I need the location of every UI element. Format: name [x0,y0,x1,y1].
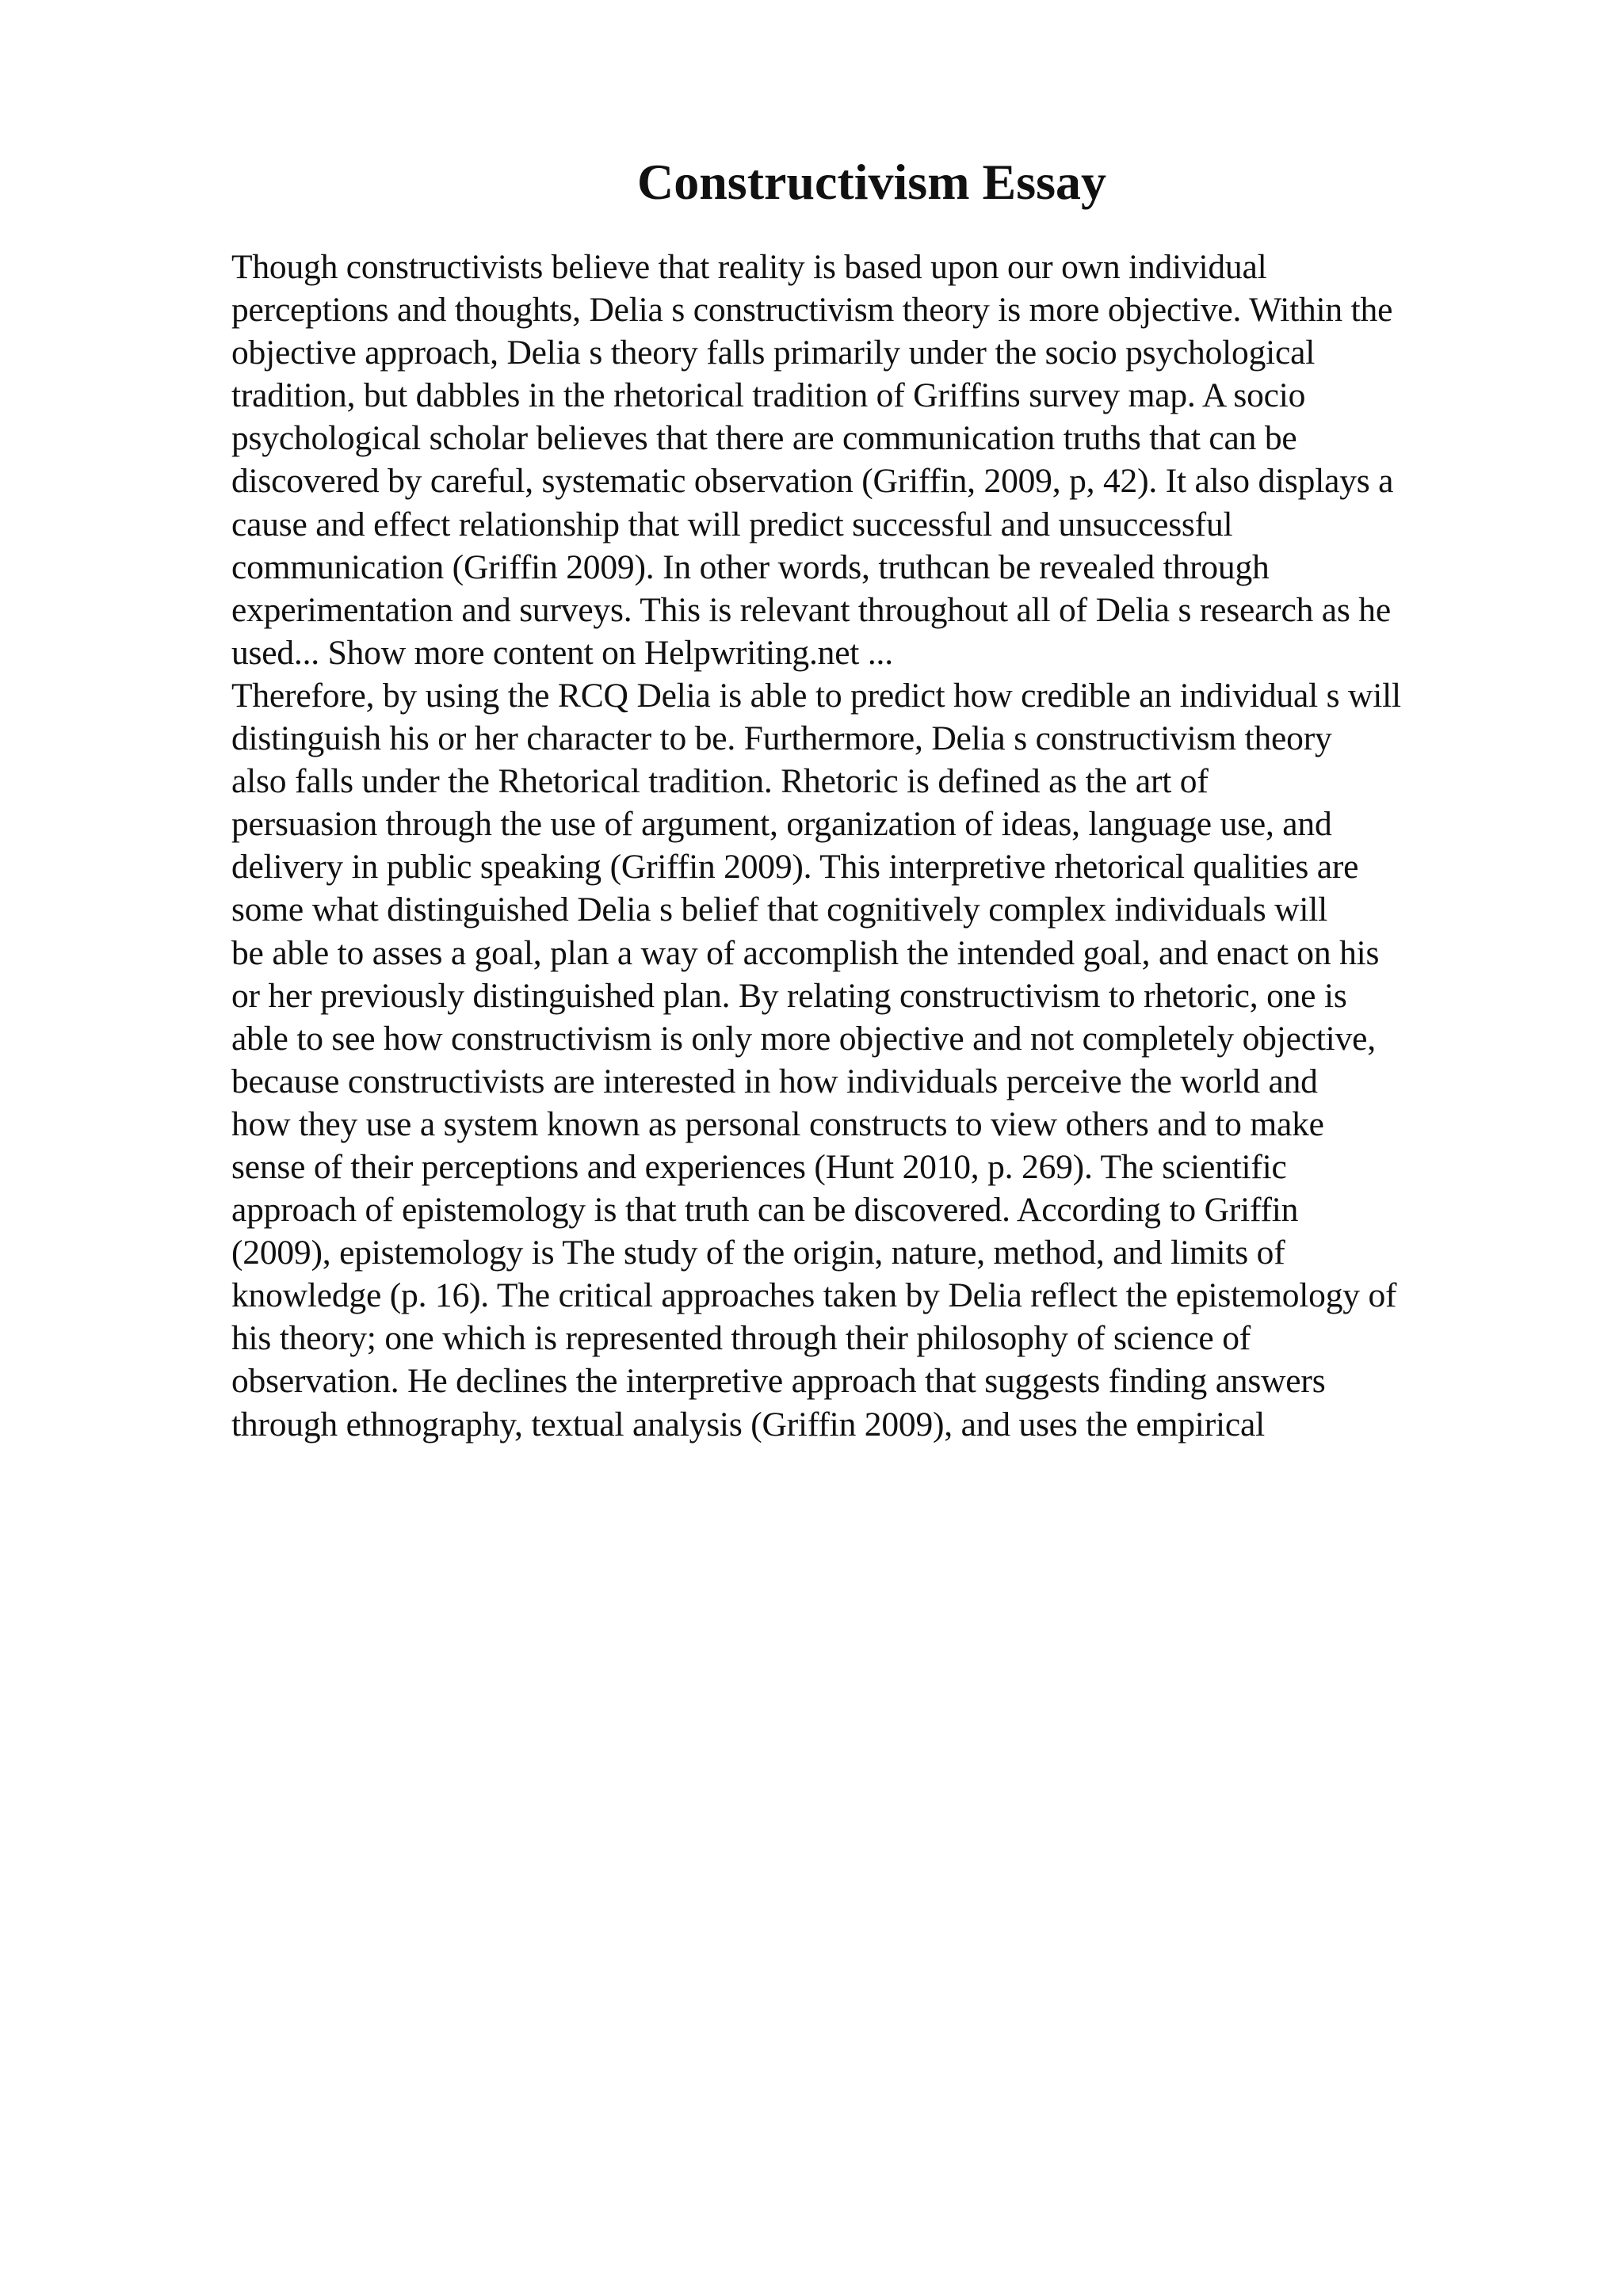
body-line: able to see how constructivism is only more objective and not completely objective, [231,1019,1376,1058]
body-line: cause and effect relationship that will predict successful and unsuccessful [231,505,1233,543]
body-line: Though constructivists believe that reality is based upon our own individual [231,248,1267,286]
body-line: also falls under the Rhetorical tradition. Rhetoric is defined as the art of [231,762,1209,801]
body-line: knowledge (p. 16). The critical approaches taken by Delia reflect the epistemology of [231,1276,1397,1315]
body-line: psychological scholar believes that there are communication truths that can be [231,419,1297,458]
body-line: communication (Griffin 2009). In other words, truthcan be revealed through [231,547,1270,586]
body-line: experimentation and surveys. This is relevant throughout all of Delia s research as he [231,590,1391,629]
body-line: tradition, but dabbles in the rhetorical tradition of Griffins survey map. A socio [231,376,1306,415]
body-line: observation. He declines the interpretive approach that suggests finding answers [231,1362,1326,1401]
body-line: objective approach, Delia s theory falls primarily under the socio psychological [231,334,1316,372]
body-line: distinguish his or her character to be. Furthermore, Delia s constructivism theory [231,719,1332,758]
body-line: sense of their perceptions and experiences (Hunt 2010, p. 269). The scientific [231,1147,1287,1186]
body-line: (2009), epistemology is The study of the origin, nature, method, and limits of [231,1234,1285,1272]
body-line: delivery in public speaking (Griffin 2009). This interpretive rhetorical qualities are [231,848,1359,887]
essay-body [231,246,1515,1446]
body-line: be able to asses a goal, plan a way of accomplish the intended goal, and enact on his [231,933,1380,972]
body-line: some what distinguished Delia s belief that cognitively complex individuals will [231,891,1328,929]
body-line: because constructivists are interested in how individuals perceive the world and [231,1062,1318,1100]
page-title: Constructivism Essay [636,154,1107,210]
body-line: persuasion through the use of argument, organization of ideas, language use, and [231,805,1332,844]
body-line: discovered by careful, systematic observation (Griffin, 2009, p, 42). It also displays a [231,462,1394,501]
body-line: approach of epistemology is that truth can be discovered. According to Griffin [231,1191,1299,1230]
body-line: how they use a system known as personal constructs to view others and to make [231,1104,1324,1143]
body-line: his theory; one which is represented through their philosophy of science of [231,1319,1251,1358]
body-line: Therefore, by using the RCQ Delia is able to predict how credible an individual s will [231,676,1401,715]
show-more-line: used... Show more content on Helpwriting.net ... [231,633,893,672]
body-line: through ethnography, textual analysis (Griffin 2009), and uses the empirical [231,1405,1265,1444]
body-line: perceptions and thoughts, Delia s constructivism theory is more objective. Within the [231,291,1393,330]
body-line: or her previously distinguished plan. By relating constructivism to rhetoric, one is [231,976,1347,1015]
